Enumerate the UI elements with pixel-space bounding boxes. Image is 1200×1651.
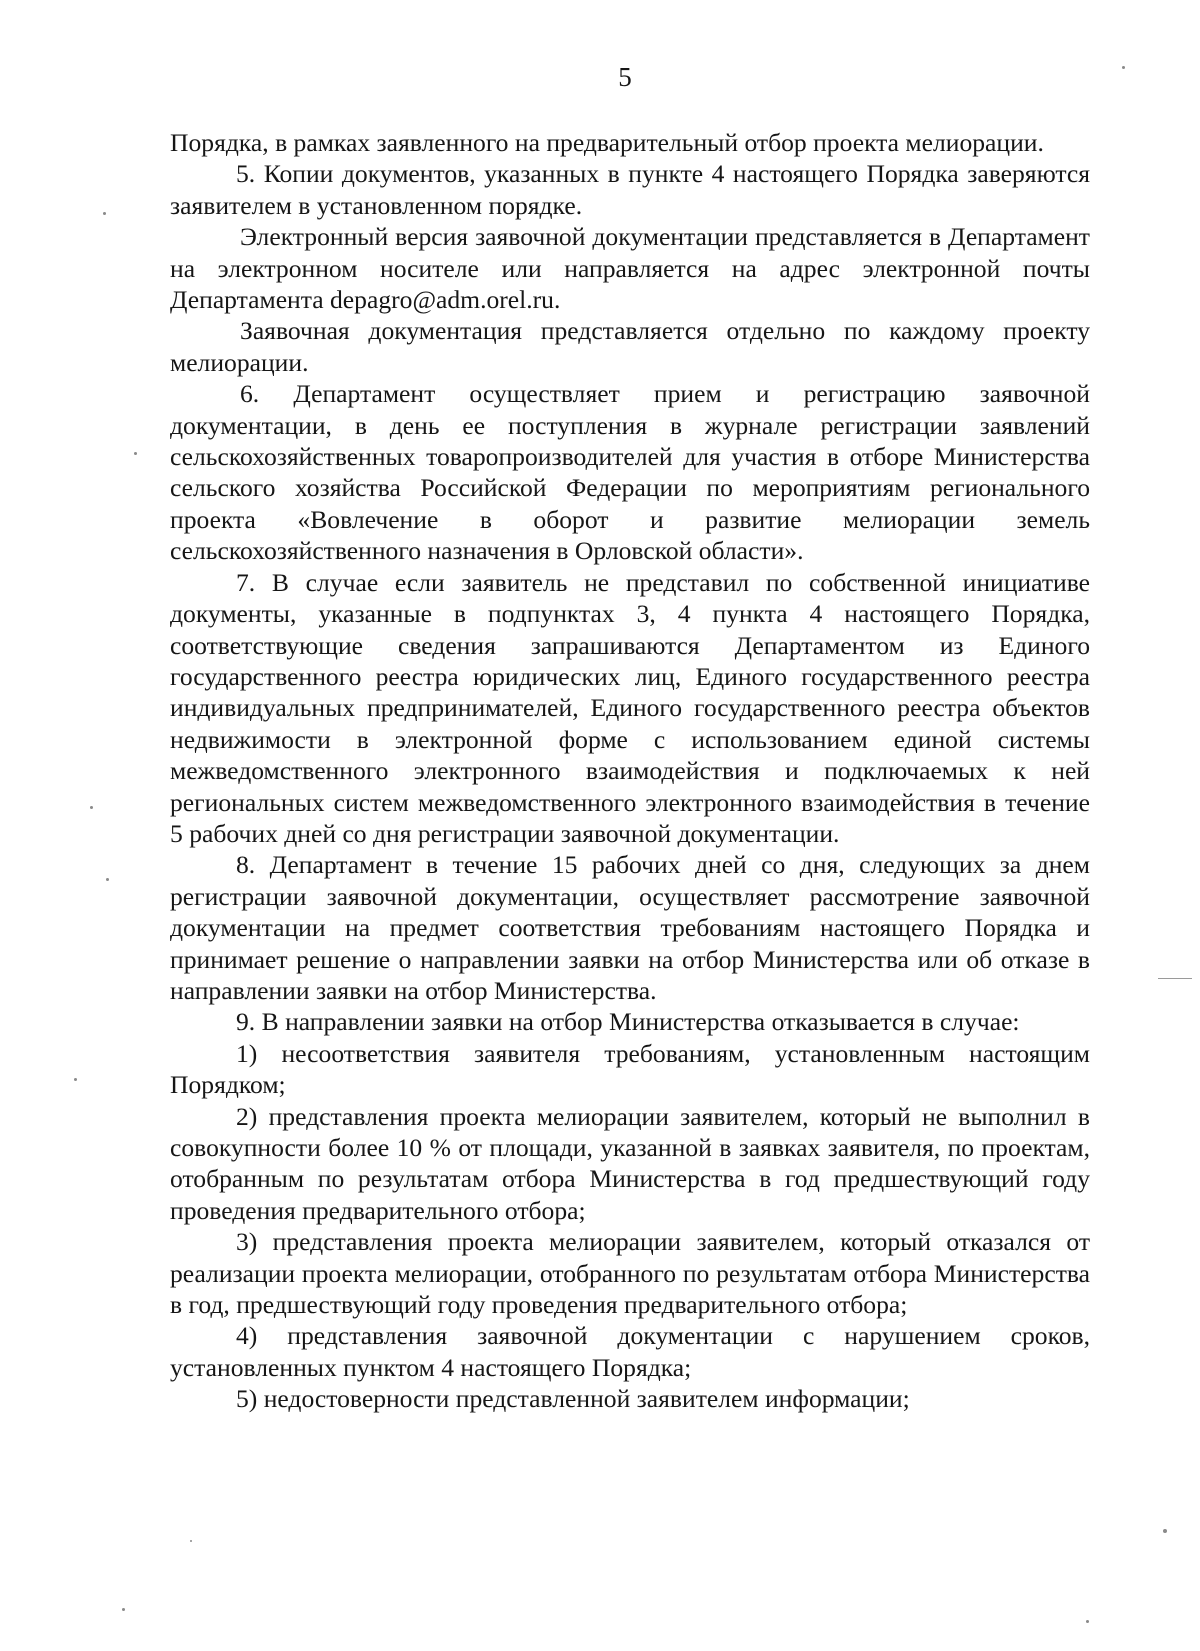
list-item-4: 4) представления заявочной документации с нарушением сроков, установленных пунктом 4 настоящего Порядка; [170,1321,1090,1382]
paragraph-continuation: Порядка, в рамках заявленного на предварительный отбор проекта мелиорации. [170,128,1044,157]
paragraph-item-9: 9. В направлении заявки на отбор Министерства отказывается в случае: [236,1007,1020,1037]
scan-speck [1163,1529,1167,1533]
paragraph-electronic-version: Электронный версия заявочной документации представляется в Департамент на электронном носителе или направляется на адрес электронной почты Департамента depagro@adm.orel.ru. [170,222,1090,315]
scan-speck [190,1540,192,1542]
paragraph-item-5: 5. Копии документов, указанных в пункте 4 настоящего Порядка заверяются заявителем в установленном порядке. [170,159,1090,220]
scan-speck [134,452,137,455]
list-item-5: 5) недостоверности представленной заявителем информации; [236,1384,910,1414]
scan-speck [1086,1620,1089,1623]
paragraph-separate-documentation: Заявочная документация представляется отдельно по каждому проекту мелиорации. [170,316,1090,377]
list-item-1: 1) несоответствия заявителя требованиям, установленным настоящим Порядком; [170,1038,1090,1100]
paragraph-item-6: 6. Департамент осуществляет прием и регистрацию заявочной документации, в день ее поступления в журнале регистрации заявлений сельскохозяйственных товаропроизводителей для участия в отборе Министерства сельского хозяйства Российской Федерации по мероприятиям регионального проекта «Вовлечение в оборот и развитие мелиорации земель сельскохозяйственного назначения в Орловской области». [170,379,1090,566]
scan-speck [74,1078,77,1081]
scan-line-mark [1158,978,1192,979]
scan-speck [103,212,106,215]
scan-speck [90,806,93,809]
scan-speck [122,1608,125,1611]
page-number: 5 [618,62,632,92]
scan-speck [1122,66,1125,69]
scan-speck [106,878,109,881]
paragraph-item-8: 8. Департамент в течение 15 рабочих дней со дня, следующих за днем регистрации заявочной документации, осуществляет рассмотрение заявочной документации на предмет соответствия требованиям настоящего Порядка и принимает решение о направлении заявки на отбор Министерства или об отказе в направлении заявки на отбор Министерства. [170,850,1090,1005]
paragraph-item-7: 7. В случае если заявитель не представил по собственной инициативе документы, указанные в подпунктах 3, 4 пункта 4 настоящего Порядка, соответствующие сведения запрашиваются Департаментом из Единого государственного реестра юридических лиц, Единого государственного реестра индивидуальных предпринимателей, Единого государственного реестра объектов недвижимости в электронной форме с использованием единой системы межведомственного электронного взаимодействия и подключаемых к ней региональных систем межведомственного электронного взаимодействия в течение 5 рабочих дней со дня регистрации заявочной документации. [170,567,1090,848]
list-item-2: 2) представления проекта мелиорации заявителем, который не выполнил в совокупности более 10 % от площади, указанной в заявках заявителя, по проектам, отобранным по результатам отбора Министерства в год предшествующий году проведения предварительного отбора; [170,1101,1090,1225]
document-body [170,127,1090,1415]
list-item-3: 3) представления проекта мелиорации заявителем, который отказался от реализации проекта мелиорации, отобранного по результатам отбора Министерства в год, предшествующий году проведения предварительного отбора; [170,1227,1090,1320]
